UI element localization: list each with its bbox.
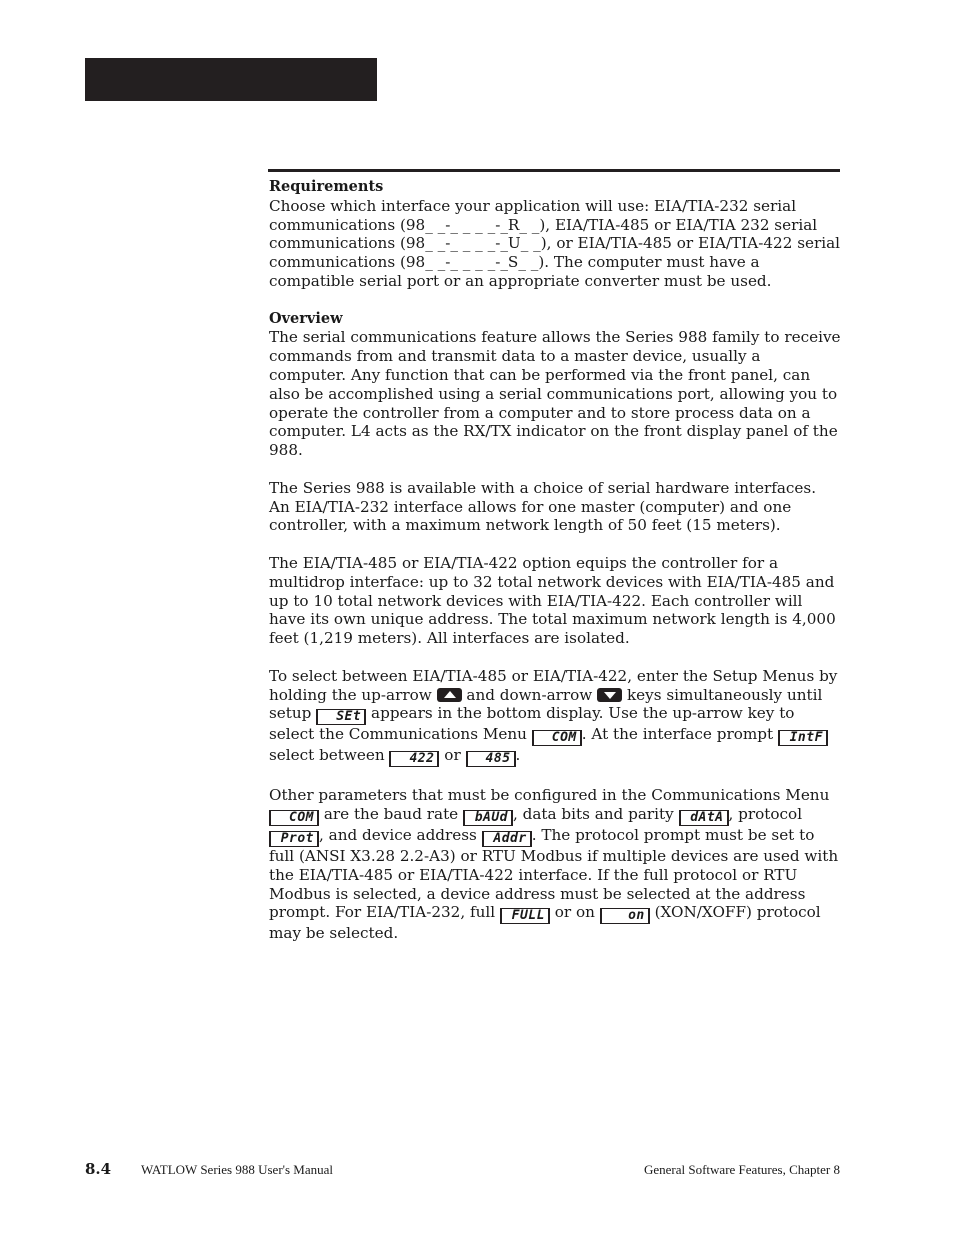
down-arrow-key-icon	[597, 688, 622, 702]
requirements-text: Choose which interface your application will use: EIA/TIA-232 serial communications (98_ _-_ _ _ _-_R_ _), EIA/TIA-485 or EIA/TIA 232 serial communications (98_ _-_ _ _ _-_U_ _), or EIA/TIA-485 or EIA/TIA-422 serial communications (98_ _-_ _ _ _-_S_ _). The computer must have a compatible serial port or an appropriate converter must be used.	[269, 196, 841, 290]
page-number: 8.4	[85, 1160, 112, 1178]
lcd-data-parity: dAtA	[679, 810, 729, 826]
text-segment: . At the interface prompt	[581, 725, 778, 744]
text-segment: . The protocol prompt must be set to full (ANSI X3.28 2.2-A3) or RTU Modbus if multiple devices are used with the EIA/TIA-485 or EIA/TIA-422 interface. If the full protocol or RTU Modbus is selected, a device address must be selected at the address prompt. For EIA/TIA-232, full	[269, 825, 839, 922]
text-segment: and down-arrow	[461, 685, 598, 704]
section-rule	[268, 169, 840, 172]
text-segment: Other parameters that must be configured in the Communications Menu	[269, 786, 830, 805]
overview-paragraph-2: The Series 988 is available with a choice of serial hardware interfaces. An EIA/TIA-232 interface allows for one master (computer) and one controller, with a maximum network length of 50 feet (15 meters).	[269, 478, 817, 535]
text-segment: select between	[269, 746, 390, 765]
lcd-full-protocol: FULL	[500, 908, 550, 924]
interface-select-paragraph	[269, 667, 841, 768]
text-segment: .	[515, 746, 521, 765]
lcd-interface-prompt: IntF	[778, 730, 828, 746]
text-segment: , data bits and parity	[513, 804, 679, 823]
lcd-on-protocol: on	[600, 908, 650, 924]
overview-heading: Overview	[269, 309, 343, 327]
overview-paragraph-1: The serial communications feature allows the Series 988 family to receive commands from and transmit data to a master device, usually a computer. Any function that can be performed via the front panel, can also be accomplished using a serial communications port, allowing you to operate the controller from a computer and to store process data on a computer. L4 acts as the RX/TX indicator on the front display panel of the 988.	[269, 328, 841, 460]
text-segment: , protocol	[728, 804, 803, 823]
text-segment: or on	[549, 903, 600, 922]
text-segment: keys simultaneously until setup	[269, 685, 823, 723]
lcd-communications-menu: COM	[532, 730, 582, 746]
up-arrow-key-icon	[437, 688, 462, 702]
text-segment: , and device address	[319, 825, 482, 844]
text-segment: To select between EIA/TIA-485 or EIA/TIA-422, enter the Setup Menus by holding the up-arrow	[269, 666, 838, 704]
overview-paragraph-3: The EIA/TIA-485 or EIA/TIA-422 option equips the controller for a multidrop interface: up to 32 total network devices with EIA/TIA-485 and up to 10 total network devices with EIA/TIA-422. Each controller will have its own unique address. The total maximum network length is 4,000 feet (1,219 meters). All interfaces are isolated.	[269, 553, 836, 648]
requirements-heading: Requirements	[269, 178, 384, 195]
lcd-485-option: 485	[466, 751, 516, 767]
text-segment: appears in the bottom display. Use the up-arrow key to select the Communications Menu	[269, 704, 795, 744]
lcd-communications-menu: COM	[269, 810, 319, 826]
manual-title: WATLOW Series 988 User's Manual	[141, 1162, 334, 1177]
lcd-baud-rate: bAUd	[463, 810, 513, 826]
chapter-title: General Software Features, Chapter 8	[643, 1162, 840, 1177]
page-content	[269, 178, 841, 962]
text-segment: are the baud rate	[319, 804, 463, 823]
chapter-header-bar	[85, 58, 377, 101]
text-segment: or	[439, 746, 466, 765]
lcd-device-address: Addr	[482, 831, 532, 847]
lcd-422-option: 422	[389, 751, 439, 767]
other-parameters-paragraph	[269, 786, 841, 943]
lcd-setup-prompt: SEt	[316, 709, 366, 725]
text-segment: (XON/XOFF) protocol may be selected.	[269, 903, 821, 943]
lcd-protocol: Prot	[269, 831, 319, 847]
